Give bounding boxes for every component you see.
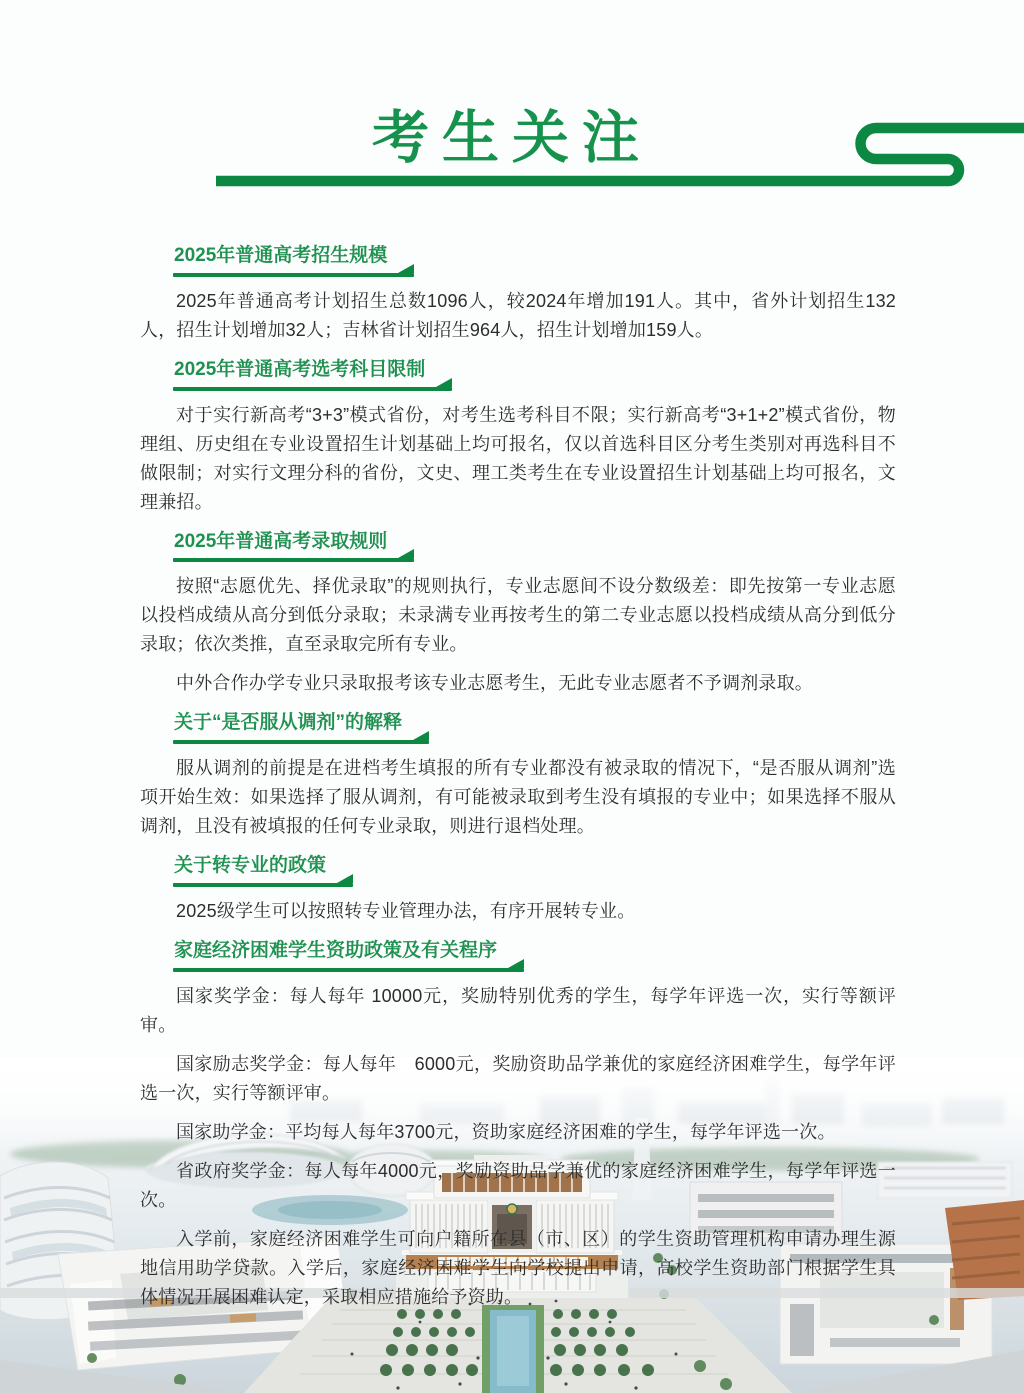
section-heading: 2025年普通高考选考科目限制 xyxy=(173,358,452,391)
paragraph: 中外合作办学专业只录取报考该专业志愿考生，无此专业志愿者不予调剂录取。 xyxy=(176,673,813,694)
page-title: 考生关注 xyxy=(372,104,652,171)
page-header xyxy=(0,0,1024,200)
section-heading: 家庭经济困难学生资助政策及有关程序 xyxy=(173,939,524,972)
paragraph: 国家助学金：平均每人每年3700元，资助家庭经济困难的学生，每学年评选一次。 xyxy=(176,1121,836,1142)
section-heading: 关于“是否服从调剂”的解释 xyxy=(173,711,429,744)
section-financial-aid xyxy=(140,939,896,1312)
paragraph: 按照“志愿优先、择优录取”的规则执行，专业志愿间不设分数级差：即先按第一专业志愿以投档成绩从高分到低分录取；未录满专业再按考生的第二专业志愿以投档成绩从高分到低分录取；依次类推，直至录取完所有专业。 xyxy=(140,576,896,655)
paragraph: 省政府奖学金：每人每年4000元，奖励资助品学兼优的家庭经济困难学生，每学年评选一次。 xyxy=(140,1160,896,1210)
paragraph: 国家奖学金：每人每年 10000元，奖励特别优秀的学生，每学年评选一次，实行等额评审。 xyxy=(140,985,896,1035)
section-heading: 2025年普通高考录取规则 xyxy=(173,530,414,563)
section-heading: 关于转专业的政策 xyxy=(173,854,353,887)
section-adjustment-explanation xyxy=(140,711,896,841)
paragraph: 对于实行新高考“3+3”模式省份，对考生选考科目不限；实行新高考“3+1+2”模式省份，物理组、历史组在专业设置招生计划基础上均可报名，仅以首选科目区分考生类别对再选科目不做限制；对实行文理分科的省份，文史、理工类考生在专业设置招生计划基础上均可报名，文理兼招。 xyxy=(140,404,896,512)
paragraph: 2025年普通高考计划招生总数1096人，较2024年增加191人。其中，省外计划招生132人，招生计划增加32人；吉林省计划招生964人，招生计划增加159人。 xyxy=(140,290,896,340)
section-enrollment-scale xyxy=(140,244,896,345)
paragraph: 国家励志奖学金：每人每年 6000元，奖励资助品学兼优的家庭经济困难学生，每学年评选一次，实行等额评审。 xyxy=(140,1053,896,1103)
content-area xyxy=(0,200,1024,1312)
section-subject-limits xyxy=(140,358,896,517)
paragraph: 入学前，家庭经济困难学生可向户籍所在县（市、区）的学生资助管理机构申请办理生源地信用助学贷款。入学后，家庭经济困难学生向学校提出申请，高校学生资助部门根据学生具体情况开展困难认定，采取相应措施给予资助。 xyxy=(140,1228,896,1307)
section-major-transfer-policy xyxy=(140,854,896,926)
section-admission-rules xyxy=(140,530,896,699)
ribbon-decoration-icon xyxy=(0,0,1024,205)
section-heading: 2025年普通高考招生规模 xyxy=(173,244,414,277)
paragraph: 服从调剂的前提是在进档考生填报的所有专业都没有被录取的情况下，“是否服从调剂”选项开始生效：如果选择了服从调剂，有可能被录取到考生没有填报的专业中；如果选择不服从调剂，且没有被填报的任何专业录取，则进行退档处理。 xyxy=(140,758,896,836)
paragraph: 2025级学生可以按照转专业管理办法，有序开展转专业。 xyxy=(176,900,636,921)
